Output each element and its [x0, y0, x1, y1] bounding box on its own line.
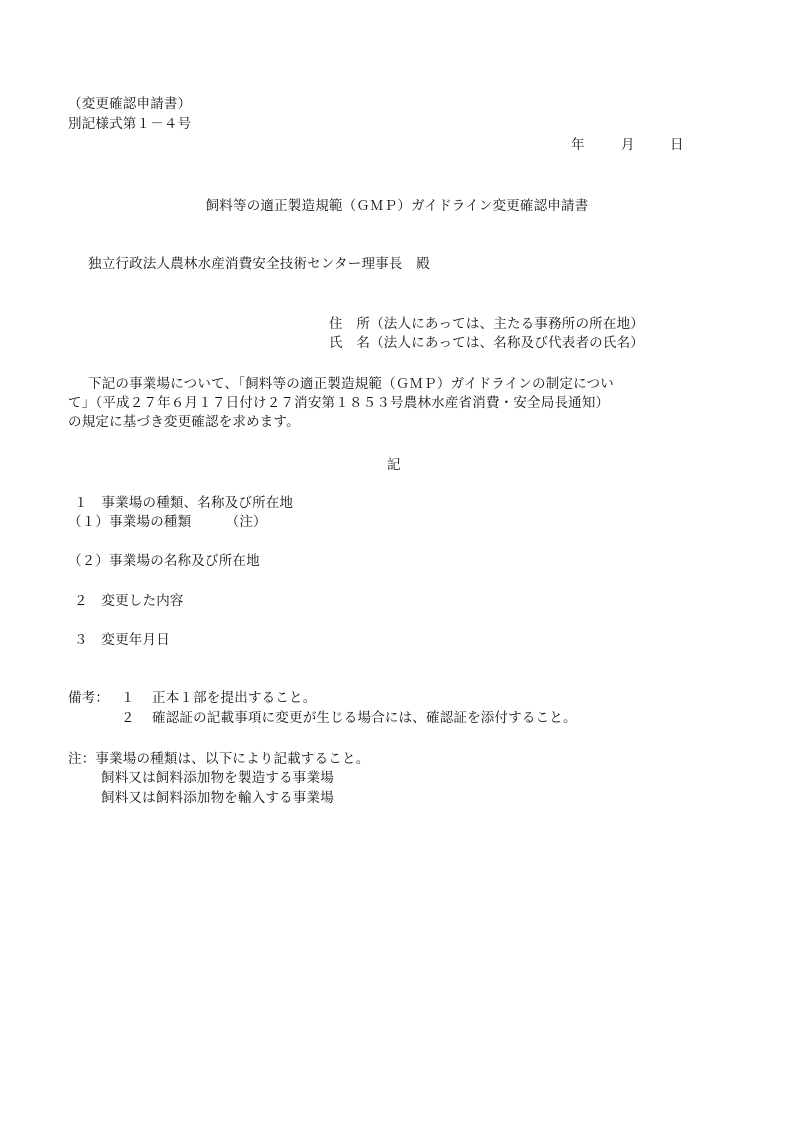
date-month: 月	[621, 137, 635, 153]
remark-2-text: 確認証の記載事項に変更が生じる場合には、確認証を添付すること。	[152, 710, 577, 726]
remarks-label: 備考：	[68, 690, 110, 706]
form-subtitle: （変更確認申請書）	[68, 96, 192, 112]
ki-heading: 記	[387, 457, 401, 473]
note-type-2: 飼料又は飼料添加物を輸入する事業場	[101, 790, 334, 806]
remark-2-number: ２	[121, 710, 135, 726]
remark-1-text: 正本１部を提出すること。	[152, 690, 317, 706]
date-year: 年	[571, 137, 585, 153]
item-3: ３ 変更年月日	[74, 632, 170, 648]
item-2: ２ 変更した内容	[74, 593, 184, 609]
remark-1-number: １	[121, 690, 135, 706]
addressee: 独立行政法人農林水産消費安全技術センター理事長 殿	[88, 256, 430, 272]
note-type-1: 飼料又は飼料添加物を製造する事業場	[101, 770, 334, 786]
body-line-1: 下記の事業場について、「飼料等の適正製造規範（ＧＭＰ）ガイドラインの制定につい	[88, 376, 614, 392]
document-title: 飼料等の適正製造規範（ＧＭＰ）ガイドライン変更確認申請書	[205, 198, 589, 214]
note-line: 注：事業場の種類は、以下により記載すること。	[68, 751, 370, 767]
form-number: 別記様式第１－４号	[68, 116, 192, 132]
date-day: 日	[670, 137, 684, 153]
body-line-2: て」（平成２７年６月１７日付け２７消安第１８５３号農林水産省消費・安全局長通知）	[68, 395, 610, 411]
item-1-2: （２）事業場の名称及び所在地	[68, 553, 260, 569]
applicant-name-line: 氏 名（法人にあっては、名称及び代表者の氏名）	[329, 335, 644, 351]
body-line-3: の規定に基づき変更確認を求めます。	[68, 414, 300, 430]
item-1: １ 事業場の種類、名称及び所在地	[74, 495, 294, 511]
applicant-address-line: 住 所（法人にあっては、主たる事務所の所在地）	[329, 316, 644, 332]
item-1-1: （１）事業場の種類 （注）	[68, 514, 267, 530]
